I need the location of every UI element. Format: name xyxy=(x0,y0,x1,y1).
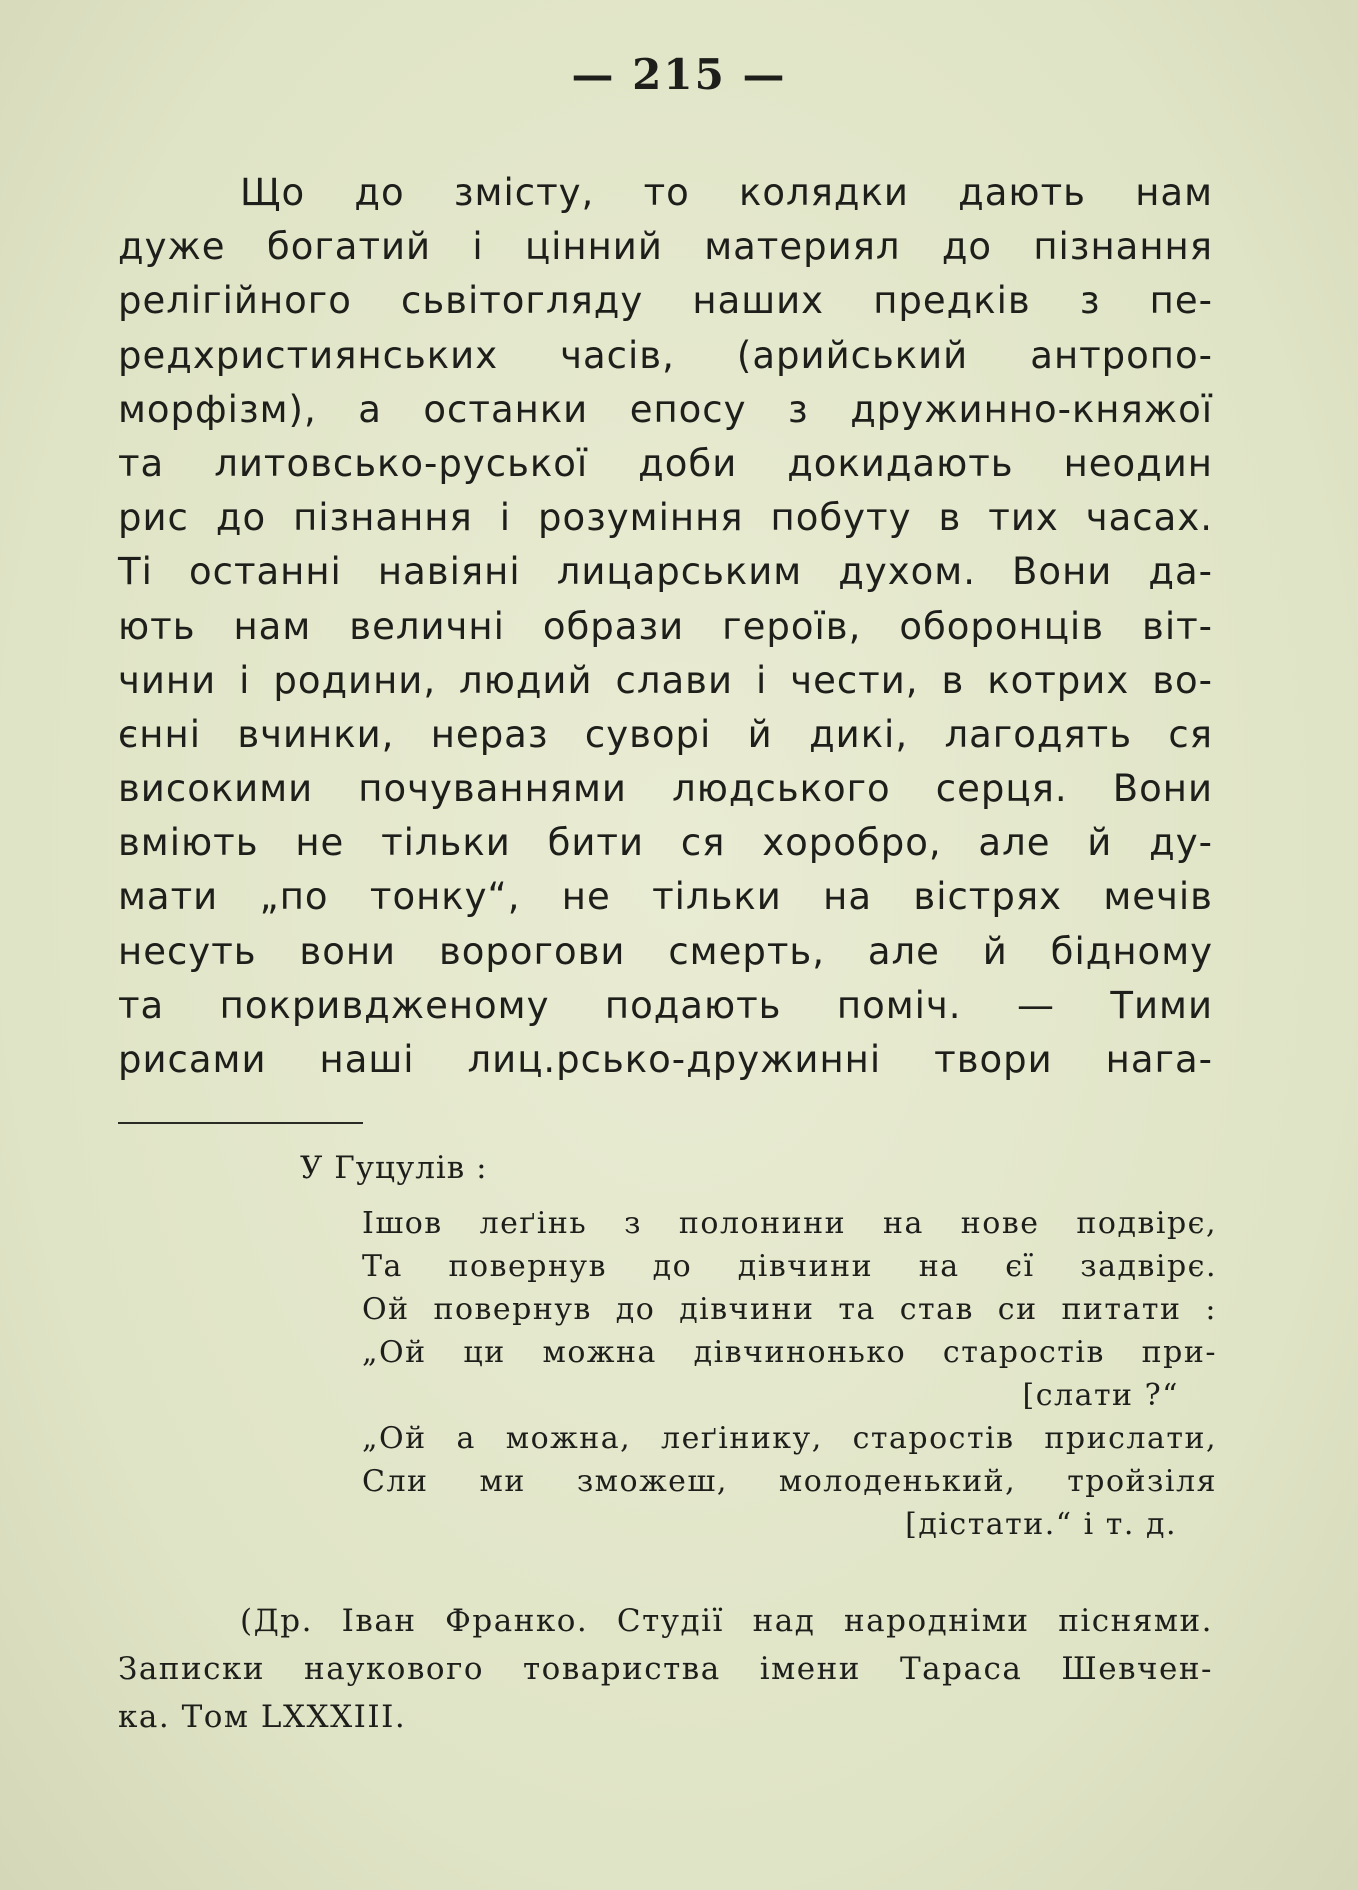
paragraph-line: Що до змісту, то колядки дають нам xyxy=(240,171,1213,214)
footnote-divider xyxy=(118,1122,363,1124)
footnote-intro: У Гуцулів : xyxy=(300,1150,488,1186)
paragraph-line: та покривдженому подають поміч. — Тими xyxy=(118,983,1213,1027)
verse-line: Ой повернув до дівчини та став си питати : xyxy=(362,1292,1217,1327)
citation-line: ка. Том LXXXIII. xyxy=(118,1699,407,1735)
paragraph-line: мати „по тонку“, не тільки на вістрях мечів xyxy=(118,875,1213,919)
paragraph-line: та литовсько-руської доби докидають неодин xyxy=(118,441,1213,485)
verse-line: Ішов леґінь з полонини на нове подвірє, xyxy=(362,1206,1217,1241)
citation-line: Записки наукового товариства імени Тараса Шевчен- xyxy=(118,1651,1213,1687)
verse-line-continuation: [дістати.“ і т. д. xyxy=(905,1507,1177,1542)
footnote-citation xyxy=(118,1597,1213,1741)
paragraph-line: дуже богатий і цінний материял до пізнання xyxy=(118,225,1213,269)
verse-line: „Ой ци можна дівчинонько старостів при- xyxy=(362,1335,1217,1370)
footnote-verse xyxy=(362,1202,1217,1546)
page-number: — 215 — xyxy=(571,50,787,99)
paragraph-line: морфізм), а останки епосу з дружинно-княжої xyxy=(118,387,1213,431)
verse-line: Та повернув до дівчини на єї задвірє. xyxy=(362,1249,1217,1284)
paragraph-line: високими почуваннями людського серця. Вони xyxy=(118,767,1213,811)
paragraph-line: редхристиянських часів, (арийський антропо- xyxy=(118,333,1213,377)
paragraph-line: чини і родини, людий слави і чести, в котрих во- xyxy=(118,658,1213,702)
main-paragraph xyxy=(118,166,1213,1087)
paragraph-line: релігійного сьвітогляду наших предків з пе- xyxy=(118,279,1213,323)
paragraph-line: ють нам величні образи героїв, оборонців віт- xyxy=(118,604,1213,648)
verse-line: „Ой а можна, леґінику, старостів прислати, xyxy=(362,1421,1217,1456)
citation-line: (Др. Іван Франко. Студії над народніми піснями. xyxy=(240,1603,1213,1639)
paragraph-line: рисами наші лиц.рсько-дружинні твори нага- xyxy=(118,1038,1213,1081)
paragraph-line: єнні вчинки, нераз суворі й дикі, лагодять ся xyxy=(118,712,1213,756)
paragraph-line: несуть вони ворогови смерть, але й бідному xyxy=(118,929,1213,973)
verse-line-continuation: [слати ?“ xyxy=(1022,1378,1179,1413)
paragraph-line: вміють не тільки бити ся хоробро, але й ду- xyxy=(118,821,1213,865)
verse-line: Сли ми зможеш, молоденький, тройзіля xyxy=(362,1464,1217,1499)
paragraph-line: рис до пізнання і розуміння побуту в тих часах. xyxy=(118,496,1213,540)
paragraph-line: Ті останні навіяні лицарським духом. Вони да- xyxy=(118,550,1213,594)
